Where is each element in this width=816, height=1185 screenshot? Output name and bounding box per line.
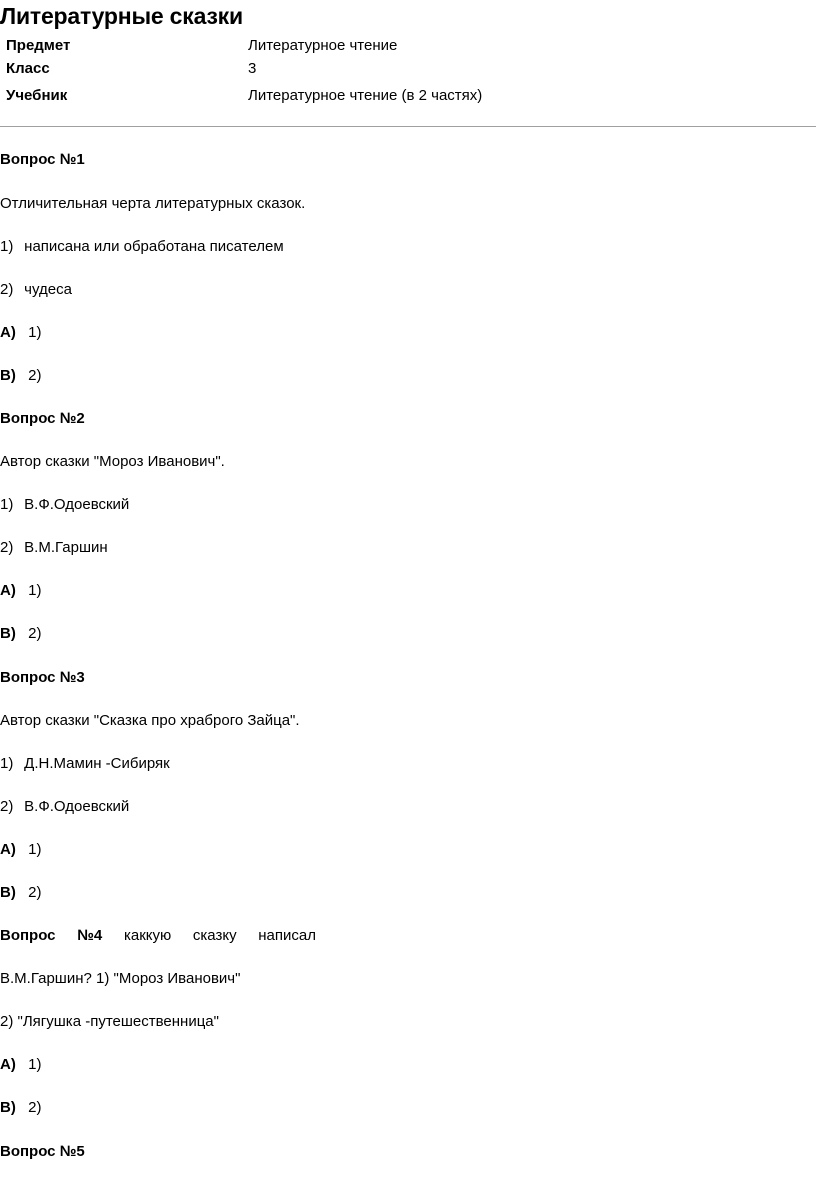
grade-label: Класс: [6, 60, 50, 77]
question-2-answer-a: [0, 582, 42, 599]
answer-value: 1): [28, 841, 42, 858]
question-3-text: Автор сказки "Сказка про храброго Зайца".: [0, 712, 300, 729]
question-2-option-1: [0, 496, 129, 513]
answer-letter: B): [0, 1099, 16, 1116]
question-2-answer-b: [0, 625, 42, 642]
question-4-text-line-2: В.М.Гаршин? 1) "Мороз Иванович": [0, 970, 241, 987]
question-4-text-line-3: 2) "Лягушка -путешественница": [0, 1013, 219, 1030]
question-3-answer-a: [0, 841, 42, 858]
textbook-value: Литературное чтение (в 2 частях): [248, 87, 483, 104]
answer-letter: B): [0, 625, 16, 642]
option-text: написана или обработана писателем: [24, 238, 284, 255]
question-1-option-1: [0, 238, 284, 255]
subject-value: Литературное чтение: [248, 37, 398, 54]
question-1-answer-a: [0, 324, 42, 341]
answer-letter: B): [0, 884, 16, 901]
answer-value: 2): [28, 884, 42, 901]
question-4-word-1: каккую: [123, 927, 172, 944]
question-3-option-1: [0, 755, 170, 772]
question-4-answer-b: [0, 1099, 42, 1116]
option-number: 1): [0, 496, 14, 513]
question-3-option-2: [0, 798, 129, 815]
question-2-text: Автор сказки "Мороз Иванович".: [0, 453, 225, 470]
header-divider: [0, 126, 816, 127]
answer-value: 2): [28, 1099, 42, 1116]
question-1-header: Вопрос №1: [0, 151, 85, 168]
answer-letter: B): [0, 367, 16, 384]
question-4-number: №4: [77, 927, 103, 944]
option-text: В.Ф.Одоевский: [24, 798, 130, 815]
option-text: В.Ф.Одоевский: [24, 496, 130, 513]
answer-value: 1): [28, 324, 42, 341]
option-text: В.М.Гаршин: [24, 539, 108, 556]
answer-letter: A): [0, 1056, 16, 1073]
question-3-header: Вопрос №3: [0, 669, 85, 686]
question-4-word-3: написал: [258, 927, 316, 944]
answer-value: 1): [28, 582, 42, 599]
subject-label: Предмет: [6, 37, 71, 54]
question-3-answer-b: [0, 884, 42, 901]
question-1-text: Отличительная черта литературных сказок.: [0, 195, 306, 212]
option-number: 2): [0, 798, 14, 815]
answer-value: 2): [28, 367, 42, 384]
question-4-answer-a: [0, 1056, 42, 1073]
question-4-header: [0, 927, 316, 944]
answer-letter: A): [0, 324, 16, 341]
answer-value: 1): [28, 1056, 42, 1073]
page-title: Литературные сказки: [0, 3, 243, 29]
question-2-option-2: [0, 539, 108, 556]
answer-letter: A): [0, 841, 16, 858]
option-number: 1): [0, 238, 14, 255]
answer-value: 2): [28, 625, 42, 642]
option-text: Д.Н.Мамин -Сибиряк: [24, 755, 170, 772]
question-5-header: Вопрос №5: [0, 1143, 85, 1160]
question-1-option-2: [0, 281, 72, 298]
option-number: 2): [0, 281, 14, 298]
question-4-word-2: сказку: [192, 927, 237, 944]
option-text: чудеса: [24, 281, 72, 298]
option-number: 2): [0, 539, 14, 556]
textbook-label: Учебник: [6, 87, 68, 104]
question-4-word: Вопрос: [0, 927, 56, 944]
answer-letter: A): [0, 582, 16, 599]
question-1-answer-b: [0, 367, 42, 384]
option-number: 1): [0, 755, 14, 772]
question-2-header: Вопрос №2: [0, 410, 85, 427]
grade-value: 3: [248, 60, 257, 77]
